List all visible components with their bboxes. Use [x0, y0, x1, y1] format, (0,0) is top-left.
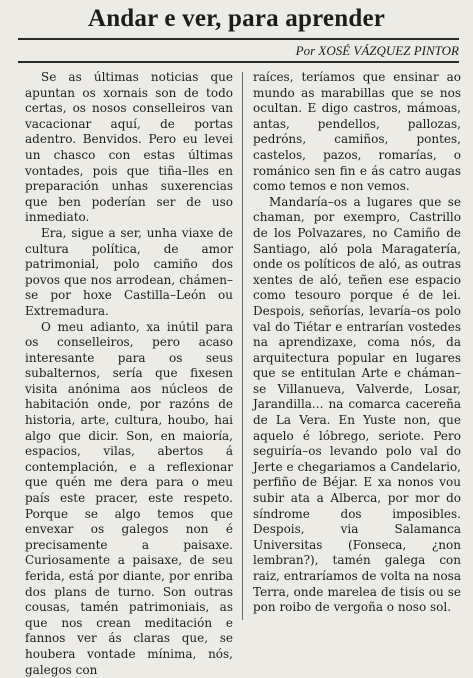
- paragraph: O meu adianto, xa inútil para os conselleiros, pero acaso interesante para os seus subalternos, sería que fixesen visita anónima aos núcleos de habitación onde, por razóns de historia, arte, cultura, houbo, hai algo que dicir. Son, en maioría, espacios, vilas, abertos á contemplación, e a reflexionar que quén me dera para o meu país este pracer, este respeto. Porque se algo temos que envexar os galegos non é precisamente a paisaxe. Curiosamente a paisaxe, de seu ferida, está por diante, por enriba dos plans de turno. Son outras cousas, tamén patrimoniais, as que nos crean meditación e fannos ver ás claras que, se houbera vontade mínima, nós, galegos con: [25, 320, 233, 678]
- paragraph: Se as últimas noticias que apuntan os xornais son de todo certas, os nosos conselleiros van vacacionar aquí, de portas adentro. Benvidos. Pero eu levei un chasco con estas últimas vontades, pois que tiña–lles en preparación unhas suxerencias que ben poderían ser de uso inmediato.: [25, 70, 233, 226]
- paragraph: raíces, teríamos que ensinar ao mundo as marabillas que se nos ocultan. E digo castros, mámoas, antas, pendellos, pallozas, pedróns, camiños, pontes, castelos, pazos, romarías, o románico sen fin e ás catro augas como temos e non vemos.: [253, 70, 461, 195]
- byline-rule: [18, 61, 459, 63]
- article-byline: Por XOSÉ VÁZQUEZ PINTOR: [296, 43, 459, 59]
- right-column: [253, 70, 461, 616]
- title-rule: [18, 38, 459, 40]
- left-column: [25, 70, 233, 678]
- column-divider: [242, 72, 243, 620]
- article-title: Andar e ver, para aprender: [0, 4, 473, 34]
- paragraph: Mandaría–os a lugares que se chaman, por exempro, Castrillo de los Polvazares, no Camiño de Santiago, aló pola Maragatería, onde os políticos de aló, as outras xentes de aló, teñen ese espacio como tesouro porque é de lei. Despois, señorías, levaría–os polo val do Tiétar e entrarían vostedes na aprendizaxe, coma nós, da arquitectura popular en lugares que se entitulan Arte e cháman–se Villanueva, Valverde, Losar, Jarandilla... na comarca cacereña de La Vera. En Yuste non, que aquelo é lóbrego, seriote. Pero seguiría–os levando polo val do Jerte e chegariamos a Candelario, perfiño de Béjar. E xa nonos vou subir ata a Alberca, por mor do síndrome dos imposibles. Despois, via Salamanca Universitas (Fonseca, ¿non lembran?), tamén galega con raiz, entraríamos de volta na nosa Terra, onde marelea de tisis ou se pon roibo de vergoña o noso sol.: [253, 195, 461, 616]
- paragraph: Era, sigue a ser, unha viaxe de cultura política, de amor patrimonial, polo camiño dos povos que nos arrodean, chámen–se por hoxe Castilla–León ou Extremadura.: [25, 226, 233, 320]
